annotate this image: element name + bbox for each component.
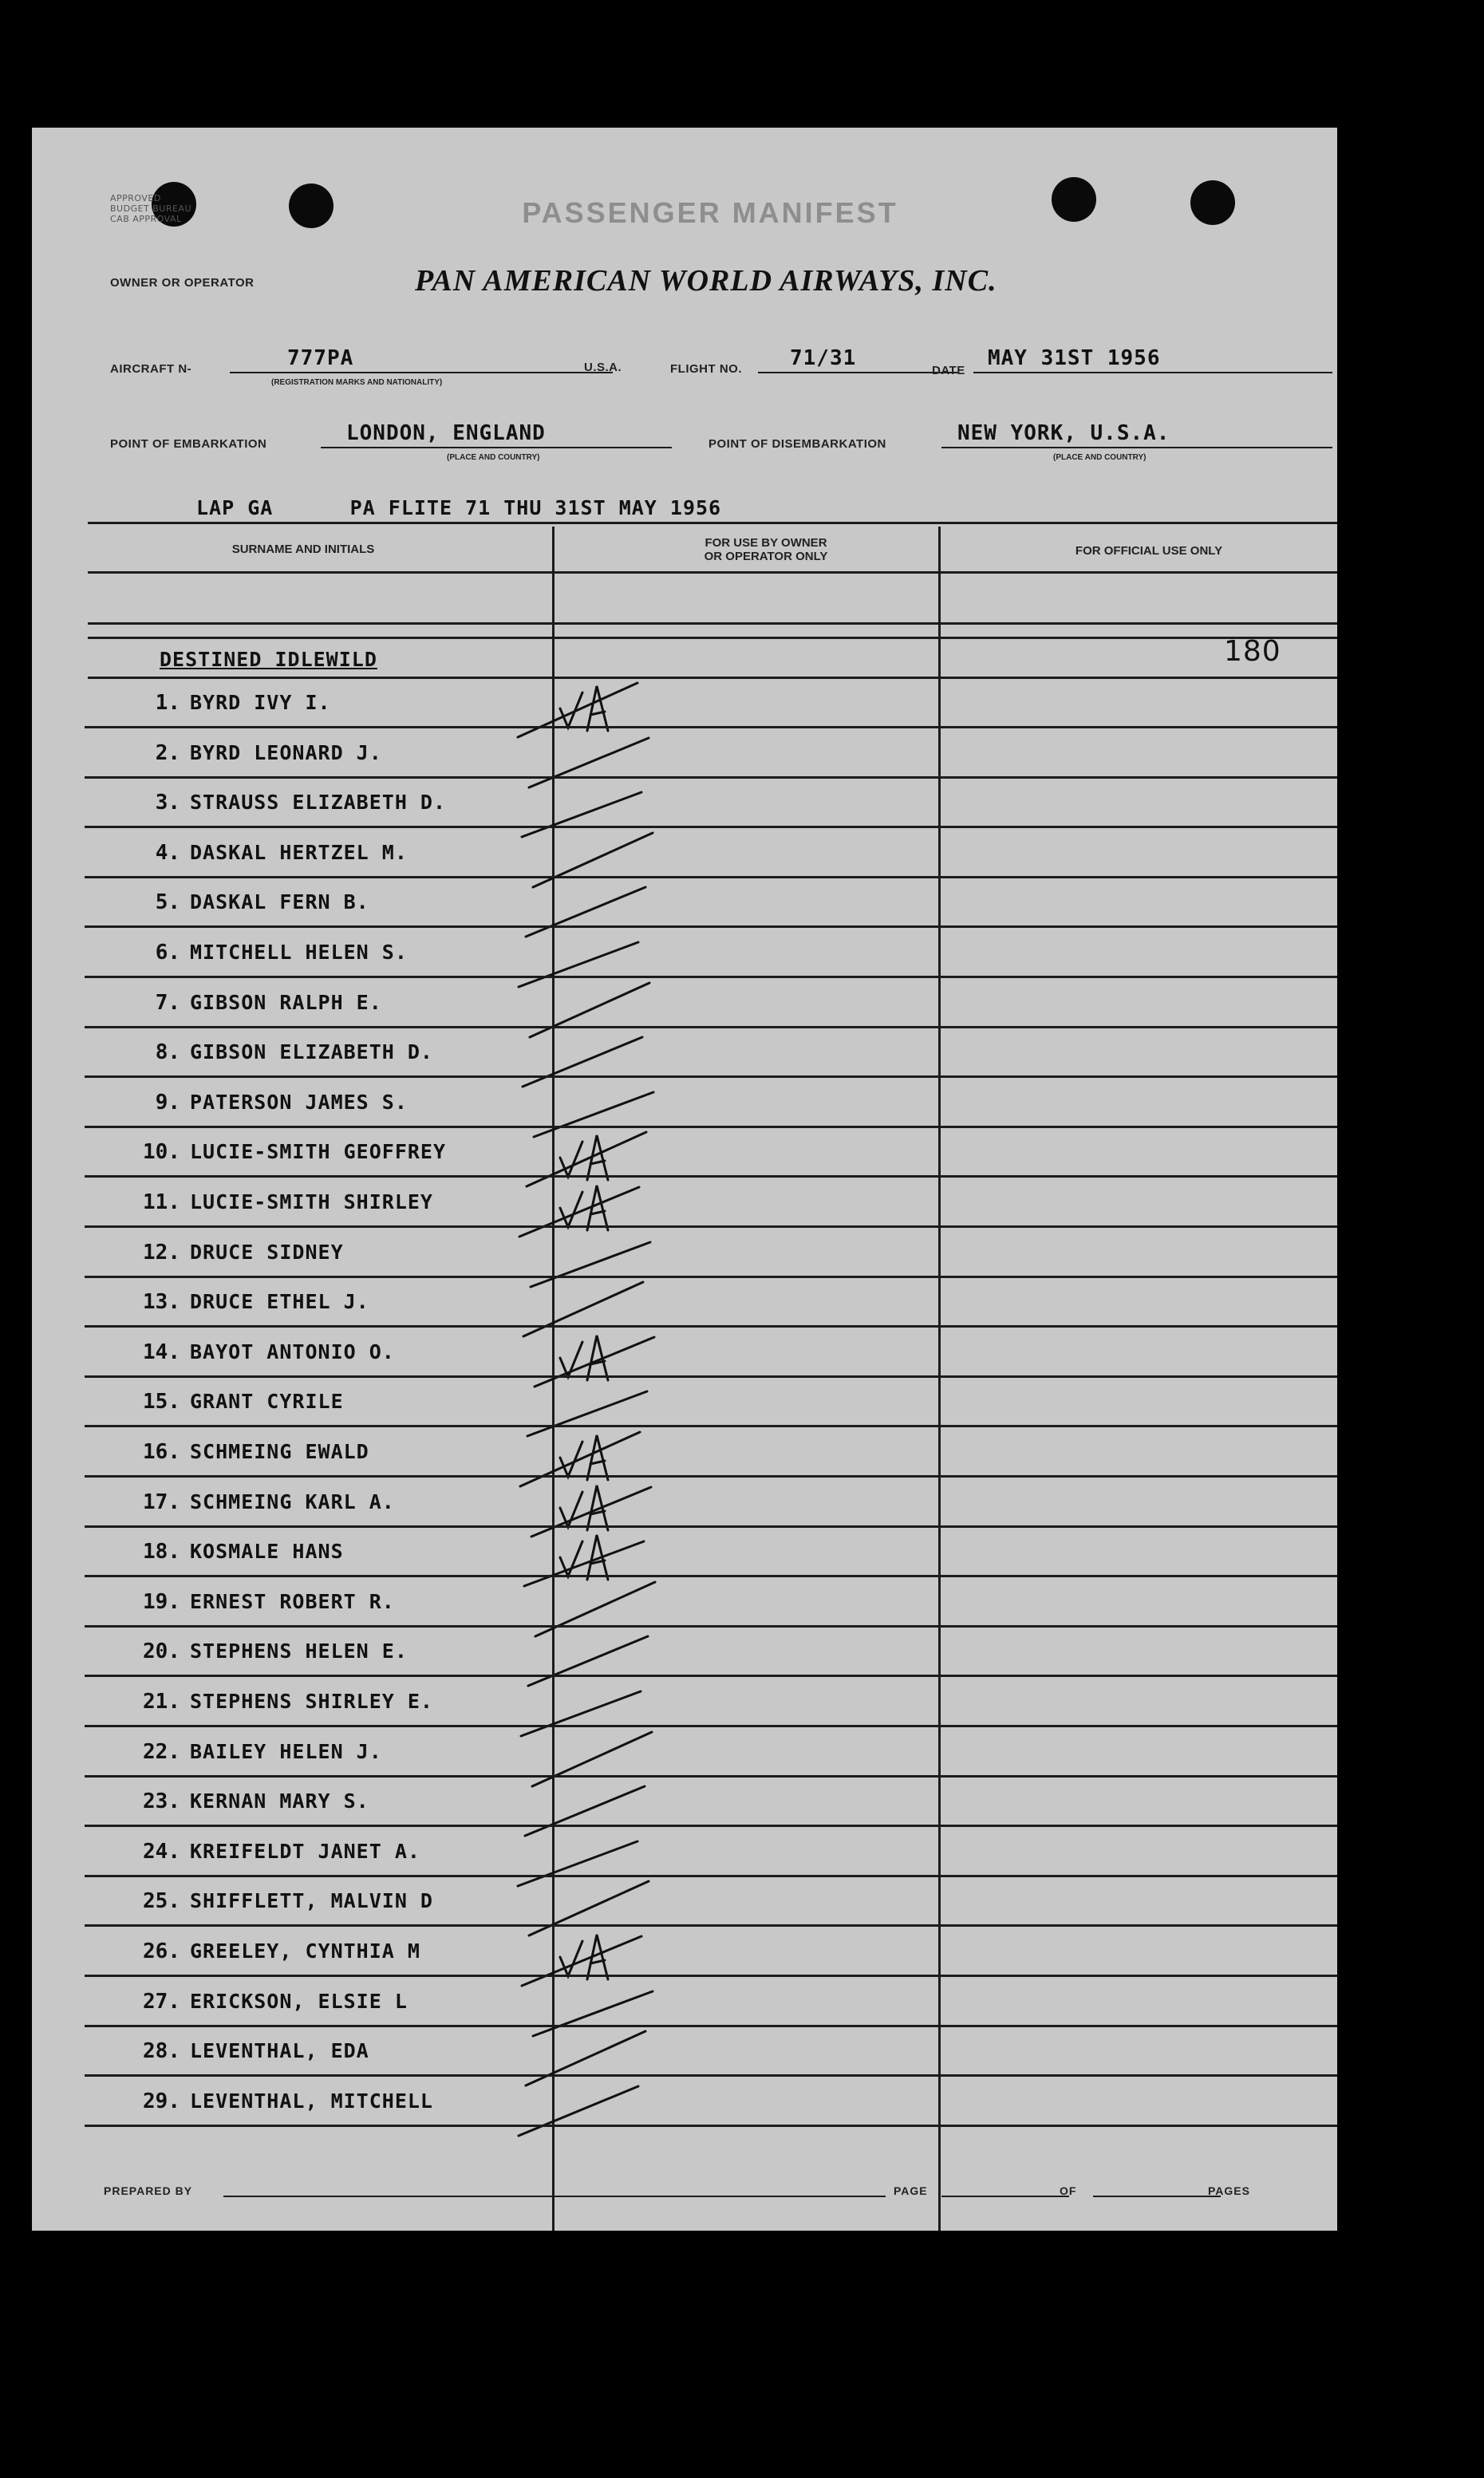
- passenger-number: 20.: [143, 1640, 180, 1664]
- embark-value: LONDON, ENGLAND: [346, 421, 546, 445]
- owner-label: OWNER OR OPERATOR: [110, 276, 255, 290]
- passenger-name: KERNAN MARY S.: [190, 1789, 369, 1813]
- passenger-number: 15.: [143, 1390, 180, 1415]
- rule: [88, 677, 1337, 679]
- table-row: [32, 830, 1337, 879]
- row-rule: [85, 2025, 1337, 2027]
- passenger-name: SCHMEING KARL A.: [190, 1490, 395, 1513]
- table-row: [32, 1628, 1337, 1678]
- passenger-name: GREELEY, CYNTHIA M: [190, 1939, 420, 1963]
- pages-label: PAGES: [1208, 2184, 1250, 2197]
- row-rule: [85, 1825, 1337, 1827]
- form-title: PASSENGER MANIFEST: [522, 196, 898, 229]
- row-rule: [85, 1075, 1337, 1078]
- row-rule: [85, 1175, 1337, 1178]
- row-rule: [85, 726, 1337, 728]
- passenger-number: 28.: [143, 2039, 180, 2064]
- row-rule: [85, 1276, 1337, 1278]
- table-row: [32, 680, 1337, 729]
- rule: [88, 637, 1337, 639]
- row-rule: [85, 1325, 1337, 1328]
- destined-heading: DESTINED IDLEWILD: [160, 648, 377, 671]
- passenger-name: BAILEY HELEN J.: [190, 1739, 382, 1763]
- passenger-number: 5.: [155, 890, 180, 915]
- table-row: [32, 2028, 1337, 2077]
- table-row: [32, 879, 1337, 929]
- row-rule: [85, 1875, 1337, 1877]
- row-rule: [85, 1425, 1337, 1427]
- table-row: [32, 1529, 1337, 1578]
- disembark-value: NEW YORK, U.S.A.: [957, 421, 1170, 445]
- row-rule: [85, 826, 1337, 828]
- stamp-line: APPROVED: [110, 193, 161, 203]
- row-rule: [85, 1975, 1337, 1977]
- passenger-number: 4.: [155, 840, 180, 865]
- table-row: [32, 2078, 1337, 2128]
- punch-hole: [1052, 177, 1096, 222]
- passenger-name: LUCIE-SMITH GEOFFREY: [190, 1140, 447, 1164]
- of-label: OF: [1060, 2184, 1077, 2197]
- table-row: [32, 1029, 1337, 1079]
- row-rule: [85, 1575, 1337, 1577]
- passenger-name: LUCIE-SMITH SHIRLEY: [190, 1190, 433, 1213]
- embark-label: POINT OF EMBARKATION: [110, 437, 267, 451]
- fill-line: [1093, 2196, 1221, 2197]
- official-number: 180: [1224, 635, 1281, 668]
- stamp-line: BUDGET BUREAU: [110, 203, 192, 214]
- passenger-name: STRAUSS ELIZABETH D.: [190, 791, 447, 815]
- passenger-name: LEVENTHAL, MITCHELL: [190, 2089, 433, 2113]
- passenger-name: GRANT CYRILE: [190, 1390, 344, 1414]
- routing-line: LAP GA PA FLITE 71 THU 31ST MAY 1956: [196, 496, 722, 519]
- passenger-number: 23.: [143, 1789, 180, 1814]
- row-rule: [85, 1924, 1337, 1927]
- passenger-number: 18.: [143, 1540, 180, 1565]
- passenger-number: 9.: [155, 1090, 180, 1115]
- table-row: [32, 1778, 1337, 1828]
- row-rule: [85, 1225, 1337, 1228]
- passenger-number: 26.: [143, 1939, 180, 1963]
- row-rule: [85, 2074, 1337, 2077]
- passenger-name: KREIFELDT JANET A.: [190, 1839, 420, 1863]
- punch-hole: [289, 183, 334, 228]
- passenger-number: 8.: [155, 1040, 180, 1065]
- check-mark-icon: [511, 2074, 678, 2145]
- column-header-official-use: FOR OFFICIAL USE ONLY: [1075, 544, 1223, 558]
- date-value: MAY 31ST 1956: [988, 346, 1161, 370]
- passenger-name: SCHMEING EWALD: [190, 1440, 369, 1463]
- passenger-name: STEPHENS HELEN E.: [190, 1640, 408, 1663]
- fill-line: [758, 372, 957, 373]
- row-rule: [85, 1475, 1337, 1478]
- passenger-number: 11.: [143, 1190, 180, 1214]
- table-row: [32, 1928, 1337, 1978]
- table-row: [32, 1979, 1337, 2028]
- table-row: [32, 1429, 1337, 1478]
- fill-line: [223, 2196, 886, 2197]
- passenger-name: BYRD LEONARD J.: [190, 740, 382, 764]
- passenger-name: DRUCE ETHEL J.: [190, 1290, 369, 1314]
- passenger-number: 19.: [143, 1589, 180, 1614]
- passenger-number: 6.: [155, 941, 180, 965]
- passenger-name: BAYOT ANTONIO O.: [190, 1340, 395, 1363]
- table-row: [32, 1379, 1337, 1428]
- passenger-name: GIBSON ELIZABETH D.: [190, 1040, 433, 1064]
- flight-label: FLIGHT NO.: [670, 362, 742, 376]
- owner-value: PAN AMERICAN WORLD AIRWAYS, INC.: [415, 264, 997, 298]
- rule: [88, 571, 1337, 574]
- passenger-number: 12.: [143, 1240, 180, 1265]
- punch-hole: [1190, 180, 1235, 225]
- disembark-sublabel: (PLACE AND COUNTRY): [1053, 453, 1147, 462]
- passenger-name: DRUCE SIDNEY: [190, 1240, 344, 1264]
- passenger-number: 14.: [143, 1340, 180, 1364]
- table-row: [32, 730, 1337, 779]
- aircraft-value: 777PA: [287, 346, 354, 370]
- row-rule: [85, 1675, 1337, 1677]
- row-rule: [85, 1625, 1337, 1628]
- prepared-by-label: PREPARED BY: [104, 2184, 193, 2197]
- passenger-number: 1.: [155, 691, 180, 715]
- table-row: [32, 1179, 1337, 1229]
- passenger-number: 3.: [155, 791, 180, 815]
- manifest-sheet: [32, 128, 1337, 2231]
- fill-line: [941, 2196, 1069, 2197]
- fill-line: [941, 447, 1332, 448]
- stamp-line: CAB APPROVAL: [110, 214, 182, 224]
- passenger-name: DASKAL HERTZEL M.: [190, 840, 408, 864]
- passenger-number: 10.: [143, 1140, 180, 1165]
- row-rule: [85, 976, 1337, 978]
- passenger-number: 27.: [143, 1989, 180, 2014]
- passenger-name: DASKAL FERN B.: [190, 890, 369, 914]
- passenger-number: 24.: [143, 1839, 180, 1864]
- passenger-name: GIBSON RALPH E.: [190, 990, 382, 1014]
- passenger-name: KOSMALE HANS: [190, 1540, 344, 1564]
- table-row: [32, 779, 1337, 829]
- table-row: [32, 1329, 1337, 1379]
- table-row: [32, 1829, 1337, 1878]
- table-row: [32, 1129, 1337, 1178]
- row-rule: [85, 1375, 1337, 1378]
- row-rule: [85, 1525, 1337, 1528]
- table-row: [32, 1679, 1337, 1728]
- rule: [88, 622, 1337, 625]
- row-rule: [85, 925, 1337, 928]
- row-rule: [85, 1026, 1337, 1028]
- passenger-name: LEVENTHAL, EDA: [190, 2039, 369, 2063]
- usa-label: U.S.A.: [584, 361, 622, 374]
- passenger-number: 13.: [143, 1290, 180, 1315]
- aircraft-label: AIRCRAFT N-: [110, 362, 192, 376]
- passenger-name: PATERSON JAMES S.: [190, 1090, 408, 1114]
- passenger-name: ERNEST ROBERT R.: [190, 1589, 395, 1613]
- passenger-number: 22.: [143, 1739, 180, 1764]
- table-row: [32, 1729, 1337, 1778]
- passenger-number: 29.: [143, 2089, 180, 2113]
- table-row: [32, 1479, 1337, 1529]
- passenger-number: 2.: [155, 740, 180, 765]
- passenger-number: 25.: [143, 1889, 180, 1914]
- fill-line: [973, 372, 1332, 373]
- passenger-number: 16.: [143, 1440, 180, 1464]
- table-row: [32, 1229, 1337, 1279]
- aircraft-sublabel: (REGISTRATION MARKS AND NATIONALITY): [271, 378, 443, 387]
- table-row: [32, 1878, 1337, 1928]
- row-rule: [85, 2125, 1337, 2127]
- table-row: [32, 980, 1337, 1029]
- flight-value: 71/31: [790, 346, 857, 370]
- row-rule: [85, 876, 1337, 878]
- passenger-name: ERICKSON, ELSIE L: [190, 1989, 408, 2013]
- fill-line: [321, 447, 672, 448]
- table-row: [32, 1079, 1337, 1129]
- page-label: PAGE: [894, 2184, 928, 2197]
- row-rule: [85, 1775, 1337, 1778]
- passenger-name: STEPHENS SHIRLEY E.: [190, 1690, 433, 1713]
- fill-line: [230, 372, 613, 373]
- table-row: [32, 1579, 1337, 1628]
- passenger-number: 17.: [143, 1490, 180, 1514]
- table-row: [32, 929, 1337, 979]
- disembark-label: POINT OF DISEMBARKATION: [708, 437, 886, 451]
- passenger-number: 7.: [155, 990, 180, 1015]
- row-rule: [85, 1725, 1337, 1727]
- passenger-name: SHIFFLETT, MALVIN D: [190, 1889, 433, 1913]
- approval-stamp: [110, 193, 203, 252]
- passenger-number: 21.: [143, 1690, 180, 1714]
- passenger-name: MITCHELL HELEN S.: [190, 941, 408, 964]
- embark-sublabel: (PLACE AND COUNTRY): [447, 453, 540, 462]
- row-rule: [85, 776, 1337, 779]
- row-rule: [85, 1126, 1337, 1128]
- table-row: [32, 1279, 1337, 1328]
- passenger-name: BYRD IVY I.: [190, 691, 331, 714]
- date-label: DATE: [932, 364, 965, 377]
- column-header-surname: SURNAME AND INITIALS: [231, 543, 375, 556]
- column-header-owner-use: FOR USE BY OWNER OR OPERATOR ONLY: [704, 536, 828, 563]
- rule: [88, 522, 1337, 524]
